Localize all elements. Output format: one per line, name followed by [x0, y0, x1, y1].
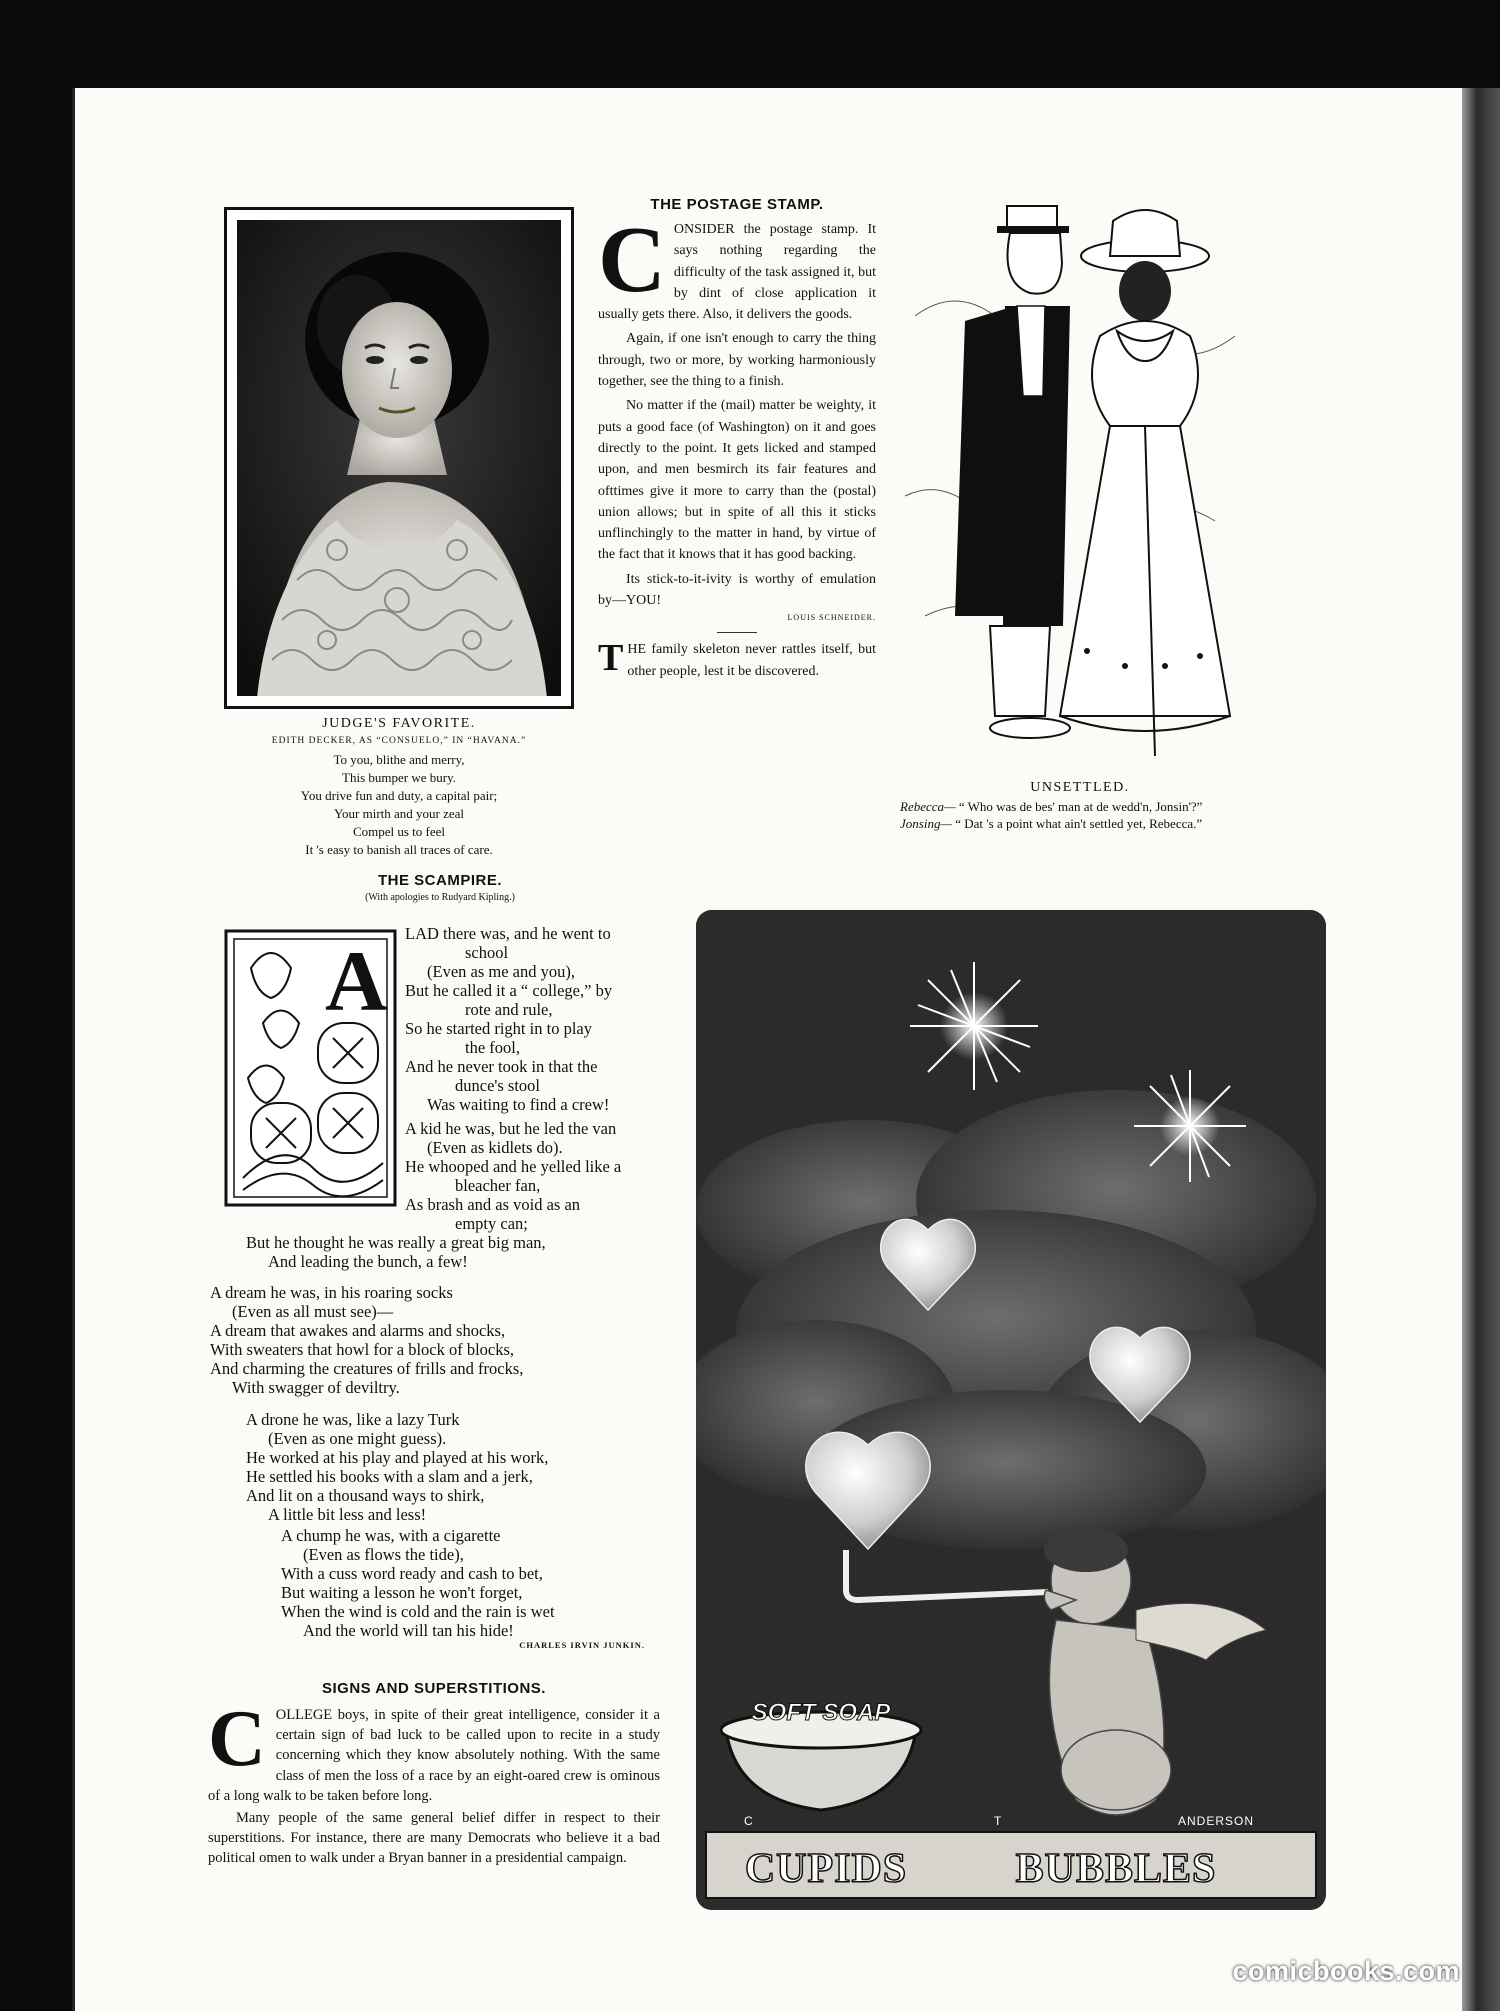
poem-line: rote and rule, [465, 1000, 553, 1019]
portrait-photo [224, 207, 574, 709]
divider [717, 632, 757, 633]
postage-paragraph: No matter if the (mail) matter be weighty, it puts a good face (of Washington) on it and goes directly to the point. It gets licked and stamped upon, and men besmirch its fair features and ofttimes give it more to carry than the (postal) union allows; but in spite of all this it sticks unflinchingly to the matter in hand, by virtue of the fact that it knows that it has good backing. [598, 398, 876, 563]
photo-subtitle: EDITH DECKER, AS “CONSUELO,” IN “HAVANA.” [271, 736, 527, 746]
poem-line: dunce's stool [455, 1076, 541, 1095]
poem-line: A little bit less and less! [268, 1505, 427, 1524]
poem-line: He whooped and he yelled like a [405, 1157, 622, 1176]
photo-title: JUDGE'S FAVORITE. [322, 716, 476, 731]
postage-paragraph: Its stick-to-it-ivity is worthy of emulation by—YOU! [598, 571, 876, 609]
poem-line: He settled his books with a slam and a jerk, [246, 1467, 533, 1486]
poem-line: bleacher fan, [455, 1176, 541, 1195]
scampire-stanza-4 [246, 1410, 676, 1524]
artist-signature: ANDERSON [1177, 1814, 1255, 1828]
poem-line: (Even as flows the tide), [303, 1545, 464, 1564]
signs-article [208, 1680, 660, 1869]
verse-line: This bumper we bury. [342, 770, 456, 785]
postage-title: THE POSTAGE STAMP. [650, 196, 824, 213]
photo-verse [224, 751, 574, 859]
poem-line: LAD there was, and he went to [405, 924, 611, 943]
poem-line: And leading the bunch, a few! [268, 1252, 468, 1271]
ornamental-initial-a [223, 928, 398, 1208]
poem-line: When the wind is cold and the rain is wet [281, 1602, 555, 1621]
verse-line: Compel us to feel [352, 824, 446, 839]
poem-line: A kid he was, but he led the van [405, 1119, 617, 1138]
poem-line: And lit on a thousand ways to shirk, [246, 1486, 485, 1505]
poem-line: (Even as all must see)— [232, 1302, 394, 1321]
signs-paragraph: OLLEGE boys, in spite of their great intelligence, consider it a certain sign of bad luck to be called upon to recite in a study concerning which they know absolutely nothing. With the same class of men the loss of a race by an eight-oared crew is ominous of a long walk to be taken before long. [208, 1707, 660, 1804]
poem-line: And the world will tan his hide! [303, 1621, 514, 1640]
speaker-name: Jonsing— [900, 816, 952, 831]
poem-line: A dream he was, in his roaring socks [210, 1283, 453, 1302]
banner-letter: C [744, 1814, 753, 1828]
verse-line: It 's easy to banish all traces of care. [305, 842, 493, 857]
dialogue-text: “ Dat 's a point what ain't settled yet, Rebecca.” [955, 816, 1203, 831]
site-watermark: comicbooks.com [1232, 1956, 1460, 1986]
poem-line: With sweaters that howl for a block of blocks, [210, 1340, 515, 1359]
scampire-stanza-2 [405, 1119, 675, 1233]
poem-line: (Even as one might guess). [268, 1429, 447, 1448]
scampire-subtitle: (With apologies to Rudyard Kipling.) [365, 892, 515, 903]
cartoon-dialogue-line [900, 815, 1260, 832]
cupid-scene [696, 910, 1326, 1910]
poem-line: And he never took in that the [405, 1057, 598, 1076]
dialogue-text: “ Who was de bes' man at de wedd'n, Jonsin'?” [958, 799, 1203, 814]
scampire-title: THE SCAMPIRE. [377, 872, 502, 889]
poem-line: With a cuss word ready and cash to bet, [281, 1564, 543, 1583]
initial-ornament [223, 928, 398, 1208]
banner-word-cupids: CUPIDS [744, 1846, 908, 1892]
poem-line: But he called it a “ college,” by [405, 981, 613, 1000]
postage-paragraph: ONSIDER the postage stamp. It says nothing regarding the difficulty of the task assigned it, but by dint of close application it usually gets there. Also, it delivers the goods. [598, 222, 876, 323]
postage-stamp-article [598, 196, 876, 682]
bowl-label: SOFT SOAP [751, 1699, 891, 1726]
portrait-image [237, 220, 561, 696]
drop-cap: C [208, 1695, 266, 1783]
poem-line: A dream that awakes and alarms and shocks, [210, 1321, 506, 1340]
skeleton-paragraph: HE family skeleton never rattles itself, but other people, lest it be discovered. [627, 642, 876, 679]
poem-line: But waiting a lesson he won't forget, [281, 1583, 523, 1602]
poem-line: (Even as kidlets do). [427, 1138, 563, 1157]
poem-line: As brash and as void as an [405, 1195, 581, 1214]
poem-line: A drone he was, like a lazy Turk [246, 1410, 460, 1429]
initial-letter: A [325, 933, 388, 1029]
scampire-poem [205, 872, 675, 903]
portrait-illustration [237, 220, 561, 696]
cupids-bubbles-illustration [696, 910, 1326, 1910]
verse-line: To you, blithe and merry, [333, 752, 465, 767]
poem-line: the fool, [465, 1038, 520, 1057]
scampire-stanza-2b [246, 1233, 666, 1271]
banner-letter: T [994, 1814, 1002, 1828]
poem-line: And charming the creatures of frills and frocks, [210, 1359, 524, 1378]
poem-line: empty can; [455, 1214, 528, 1233]
poem-line: A chump he was, with a cigarette [281, 1526, 501, 1545]
cartoon-dialogue-line [900, 798, 1260, 815]
page-edge [1462, 88, 1500, 2011]
verse-line: You drive fun and duty, a capital pair; [300, 788, 498, 803]
postage-author: LOUIS SCHNEIDER. [787, 613, 876, 623]
drop-cap: T [598, 637, 624, 680]
scampire-stanza-3 [210, 1283, 660, 1397]
cartoon-title: UNSETTLED. [1030, 780, 1130, 795]
scampire-stanza-5 [281, 1526, 681, 1640]
drop-cap: C [598, 208, 666, 312]
signs-title: SIGNS AND SUPERSTITIONS. [322, 1680, 546, 1697]
scampire-author: CHARLES IRVIN JUNKIN. [519, 1640, 645, 1650]
banner-word-bubbles: BUBBLES [1015, 1846, 1217, 1892]
poem-line: So he started right in to play [405, 1019, 592, 1038]
poem-line: (Even as me and you), [427, 962, 575, 981]
poem-line: He worked at his play and played at his work, [246, 1448, 549, 1467]
scampire-stanza-1 [405, 924, 675, 1114]
poem-line: With swagger of deviltry. [232, 1378, 400, 1397]
postage-paragraph: Again, if one isn't enough to carry the thing through, two or more, by working harmoniously together, see the thing to a finish. [598, 331, 876, 390]
poem-line: school [465, 943, 509, 962]
verse-line: Your mirth and your zeal [333, 806, 465, 821]
poem-line: But he thought he was really a great big man, [246, 1233, 546, 1252]
signs-paragraph: Many people of the same general belief differ in respect to their superstitions. For instance, there are many Democrats who believe it a bad political omen to walk under a Bryan banner in a presidential campaign. [208, 1810, 660, 1867]
cartoon-unsettled [895, 196, 1250, 776]
speaker-name: Rebecca— [900, 799, 956, 814]
poem-line: Was waiting to find a crew! [427, 1095, 610, 1114]
cartoon-illustration [895, 196, 1250, 776]
